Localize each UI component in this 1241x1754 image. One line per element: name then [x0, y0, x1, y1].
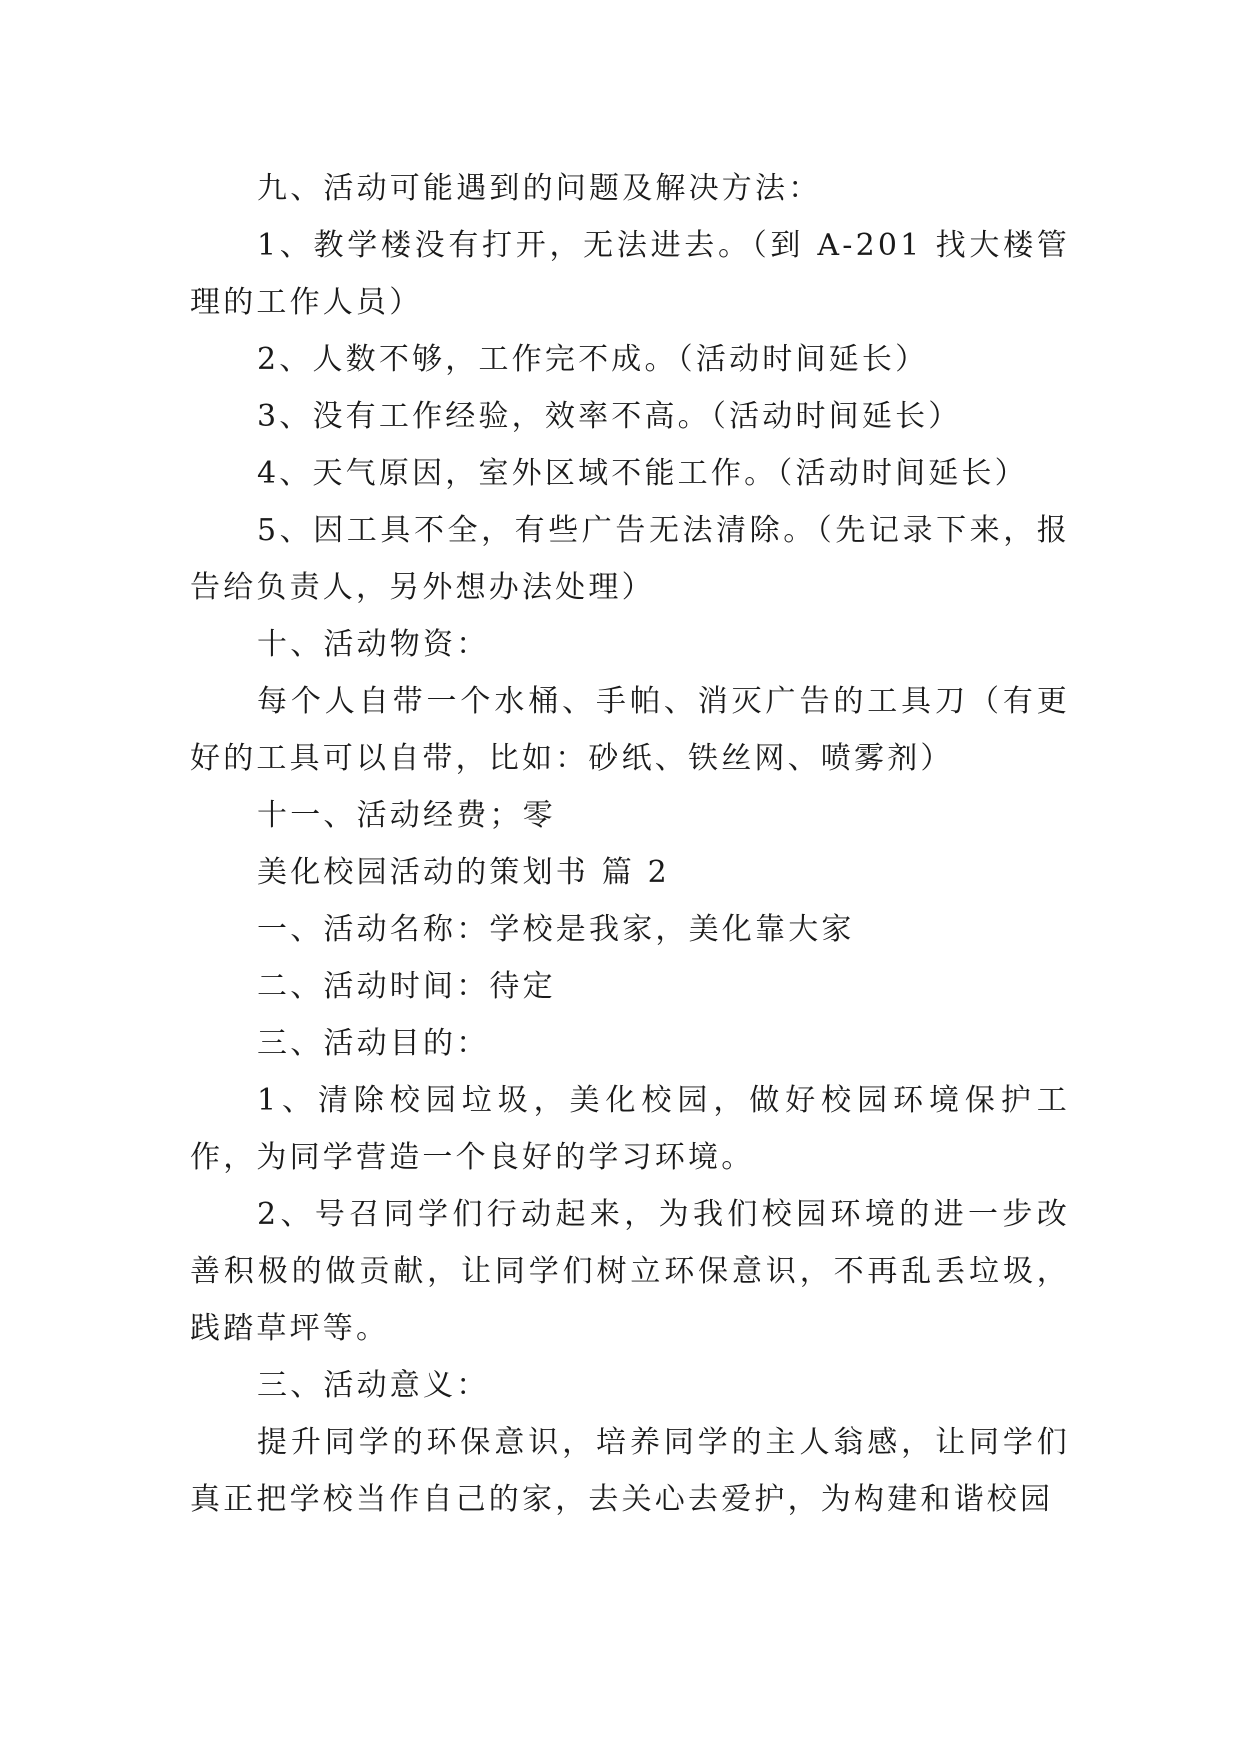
paragraph-purpose-2: 2、号召同学们行动起来，为我们校园环境的进一步改善积极的做贡献，让同学们树立环保意识，不再乱丢垃圾，践踏草坪等。 [190, 1197, 1070, 1346]
paragraph-section-ten-heading: 十、活动物资： [257, 627, 490, 662]
paragraph-problem-5: 5、因工具不全，有些广告无法清除。（先记录下来，报告给负责人，另外想办法处理） [190, 513, 1070, 605]
paragraph-materials: 每个人自带一个水桶、手帕、消灭广告的工具刀（有更好的工具可以自带，比如：砂纸、铁丝网、喷雾剂） [190, 684, 1070, 776]
paragraph-activity-name: 一、活动名称：学校是我家，美化靠大家 [257, 912, 855, 947]
paragraph-activity-time: 二、活动时间：待定 [257, 969, 556, 1004]
paragraph-section-nine-heading: 九、活动可能遇到的问题及解决方法： [257, 171, 822, 206]
paragraph-problem-3: 3、没有工作经验，效率不高。（活动时间延长） [257, 399, 962, 434]
paragraph-activity-purpose-heading: 三、活动目的： [257, 1026, 490, 1061]
paragraph-problem-1: 1、教学楼没有打开，无法进去。（到 A-201 找大楼管理的工作人员） [190, 228, 1070, 320]
paragraph-problem-2: 2、人数不够，工作完不成。（活动时间延长） [257, 342, 929, 377]
paragraph-activity-significance-heading: 三、活动意义： [257, 1368, 490, 1403]
paragraph-significance: 提升同学的环保意识，培养同学的主人翁感，让同学们真正把学校当作自己的家，去关心去爱护，为构建和谐校园 [190, 1425, 1070, 1517]
document-body [190, 160, 1070, 1528]
paragraph-purpose-1: 1、清除校园垃圾，美化校园，做好校园环境保护工作，为同学营造一个良好的学习环境。 [190, 1083, 1070, 1175]
paragraph-section-eleven-budget: 十一、活动经费；零 [257, 798, 556, 833]
paragraph-problem-4: 4、天气原因，室外区域不能工作。（活动时间延长） [257, 456, 1028, 491]
paragraph-part-two-title: 美化校园活动的策划书 篇 2 [257, 855, 670, 890]
